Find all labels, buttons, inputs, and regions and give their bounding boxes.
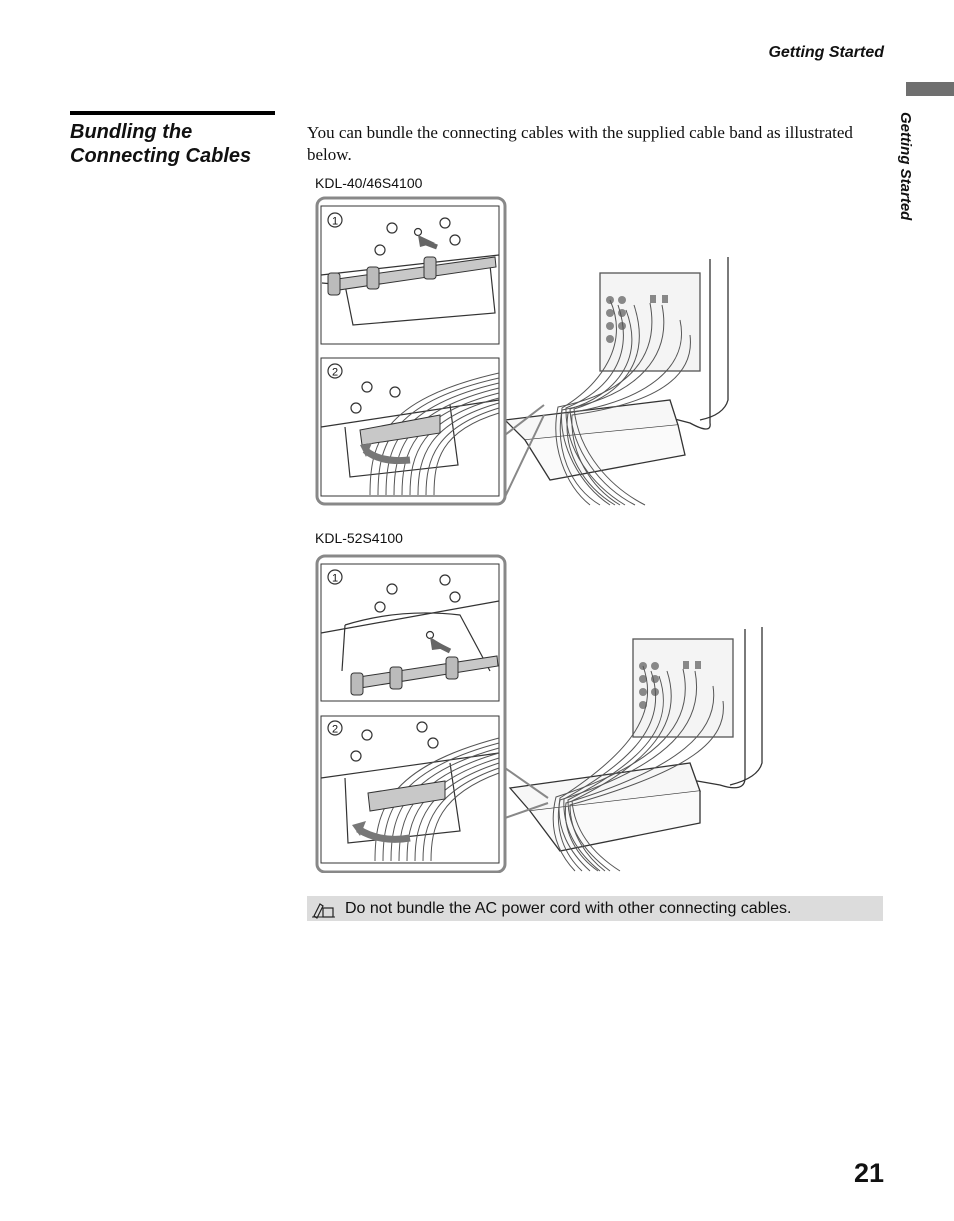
section-title: Bundling the Connecting Cables	[70, 121, 252, 167]
note-text: Do not bundle the AC power cord with other connecting cables.	[345, 899, 792, 917]
note-box	[307, 896, 883, 921]
side-tab-label: Getting Started	[897, 112, 914, 221]
running-head: Getting Started	[768, 44, 884, 61]
figure-model-label: KDL-52S4100	[315, 530, 403, 546]
figure-illustration	[300, 195, 780, 507]
figure-illustration	[300, 553, 780, 873]
step-number: 2	[331, 366, 339, 379]
section-rule	[70, 111, 275, 115]
step-number: 1	[331, 215, 339, 228]
note-pencil-icon	[311, 899, 339, 919]
page-number: 21	[853, 1158, 884, 1188]
step-number: 1	[331, 572, 339, 585]
step-number: 2	[331, 723, 339, 736]
intro-paragraph: You can bundle the connecting cables with the supplied cable band as illustrated below.	[307, 123, 853, 164]
figure-model-label: KDL-40/46S4100	[315, 175, 423, 191]
side-tab-marker	[906, 82, 954, 96]
